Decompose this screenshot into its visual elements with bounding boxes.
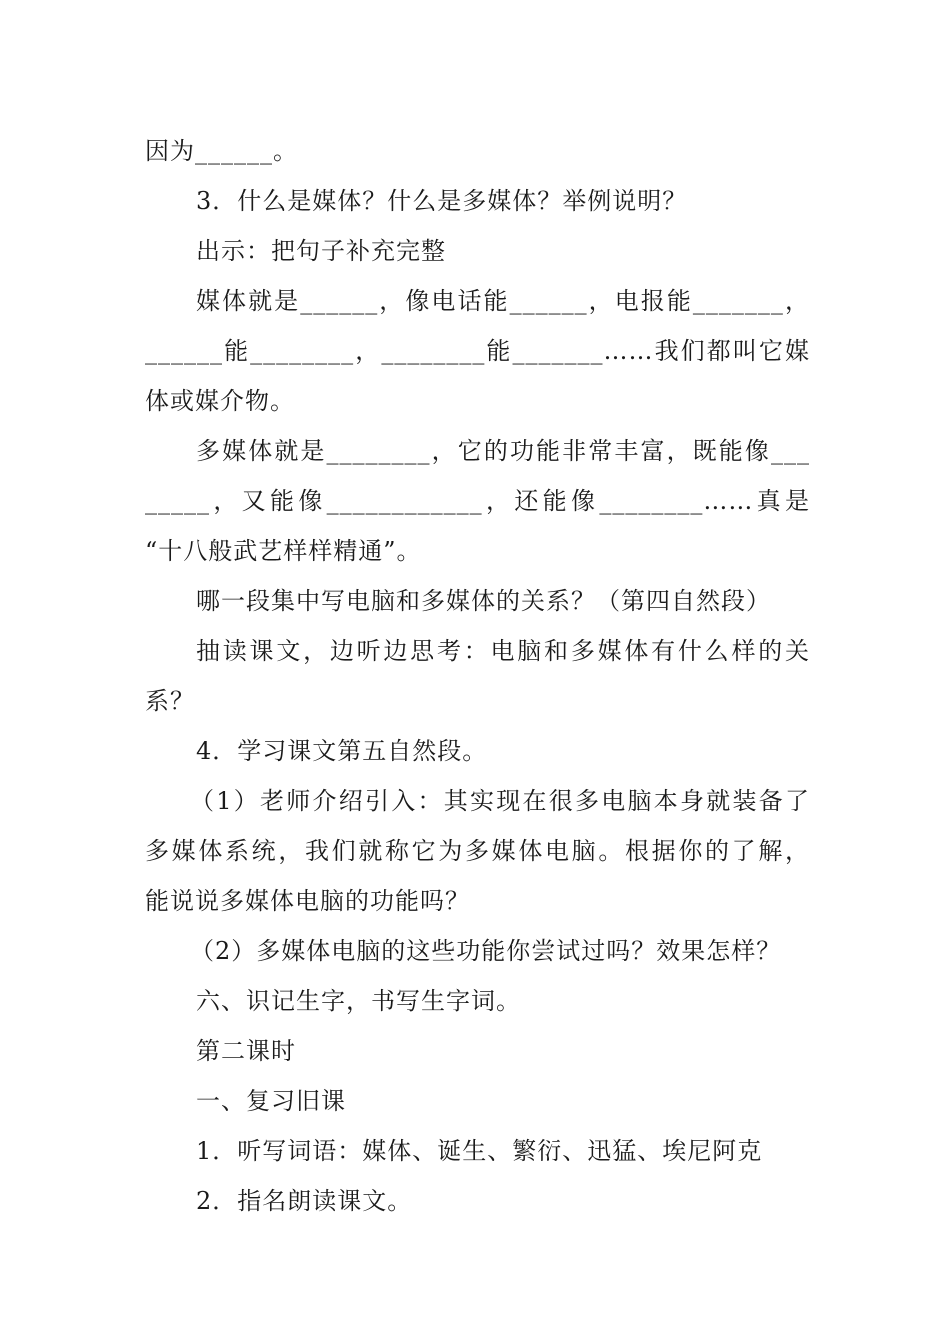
text-line: （1）老师介绍引入：其实现在很多电脑本身就装备了 — [190, 787, 810, 815]
text-line: 1．听写词语：媒体、诞生、繁衍、迅猛、埃尼阿克 — [196, 1137, 763, 1165]
text-line: 因为______。 — [145, 137, 298, 165]
text-line: 一、复习旧课 — [196, 1087, 346, 1115]
text-line: 哪一段集中写电脑和多媒体的关系？（第四自然段） — [196, 587, 771, 615]
text-line: 系？ — [145, 687, 195, 715]
text-line: ______能________，________能_______……我们都叫它媒 — [145, 337, 810, 365]
text-line: 4．学习课文第五自然段。 — [196, 737, 488, 765]
text-line: 媒体就是______，像电话能______，电报能_______， — [196, 287, 810, 315]
text-line: （2）多媒体电脑的这些功能你尝试过吗？效果怎样？ — [190, 937, 782, 965]
text-line: 多媒体就是________，它的功能非常丰富，既能像___ — [196, 437, 810, 465]
text-line: 六、识记生字，书写生字词。 — [196, 987, 521, 1015]
text-line: 能说说多媒体电脑的功能吗？ — [145, 887, 470, 915]
text-line: 2．指名朗读课文。 — [196, 1187, 413, 1215]
text-line: 第二课时 — [196, 1037, 296, 1065]
text-line: _____，又能像____________，还能像________……真是 — [145, 487, 810, 515]
text-line: 多媒体系统，我们就称它为多媒体电脑。根据你的了解， — [145, 837, 810, 865]
text-line: 抽读课文，边听边思考：电脑和多媒体有什么样的关 — [196, 637, 810, 665]
text-line: “十八般武艺样样精通”。 — [145, 537, 422, 565]
text-line: 3．什么是媒体？什么是多媒体？举例说明？ — [196, 187, 688, 215]
text-line: 出示：把句子补充完整 — [196, 237, 446, 265]
text-line: 体或媒介物。 — [145, 387, 295, 415]
